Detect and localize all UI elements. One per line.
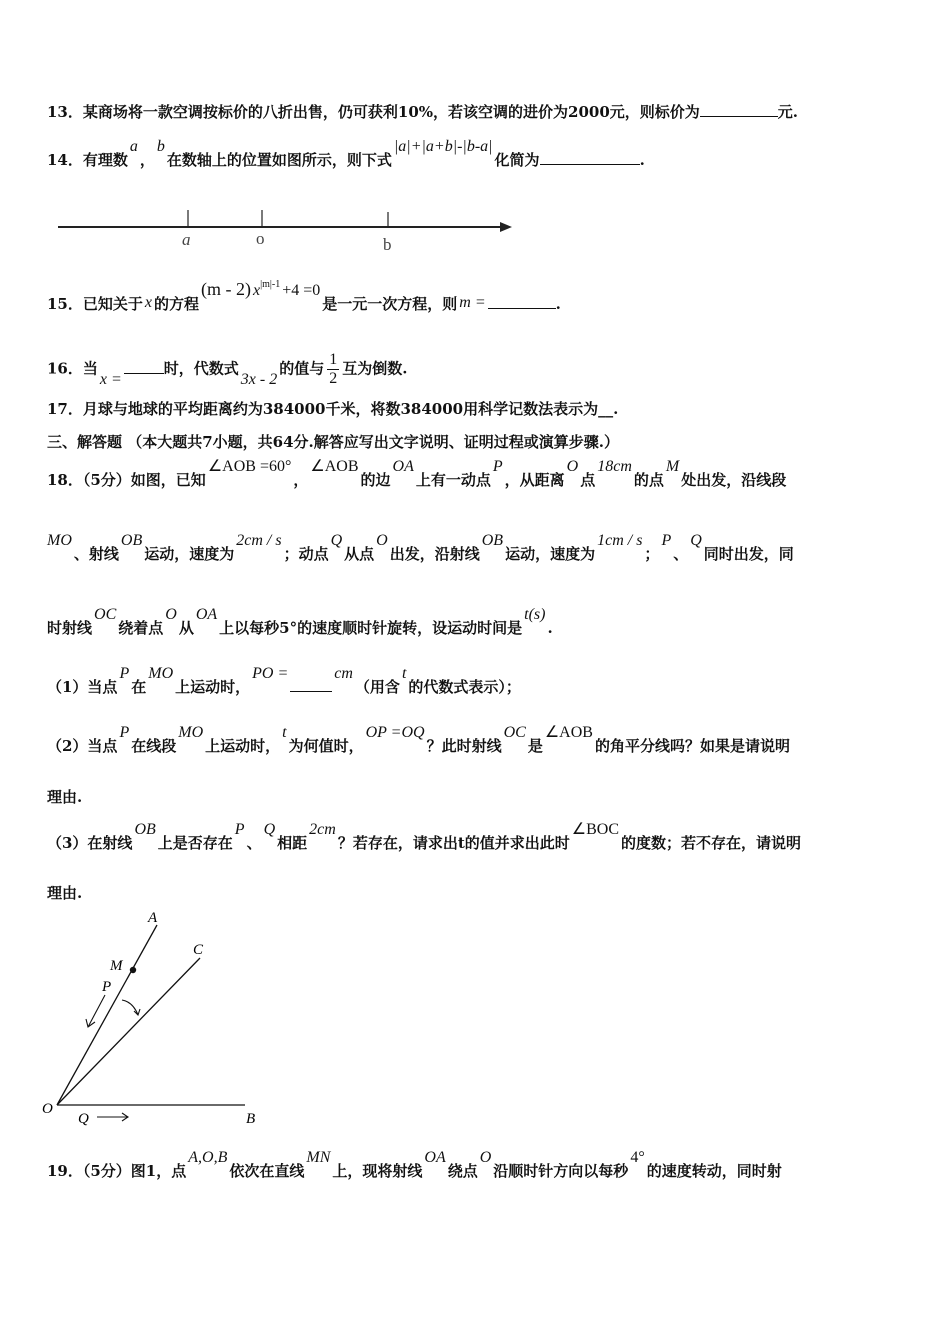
q18-text: 的点 <box>633 471 664 489</box>
answer-blank <box>540 150 640 165</box>
point-p: P <box>661 532 672 549</box>
q19-text: 上，现将射线 <box>332 1162 423 1180</box>
question-18-part-2-end <box>47 787 82 807</box>
point-o: O <box>165 606 177 623</box>
label-b: B <box>246 1111 256 1127</box>
speed-2cm-s: 2cm / s <box>236 532 282 549</box>
ray-oc: OC <box>94 606 117 623</box>
var-x: x = <box>99 370 122 388</box>
q13-tail: 元. <box>777 103 798 121</box>
question-17 <box>47 399 618 419</box>
segment-mo: MO <box>148 665 174 682</box>
q18-text: （1）当点 <box>47 678 118 696</box>
question-19 <box>47 1149 782 1182</box>
q18-text: 的角平分线吗？如果是请说明 <box>594 737 790 755</box>
q18-text: 从 <box>178 619 194 637</box>
var-t: t <box>282 724 287 741</box>
q16-number: 16．当 <box>47 359 98 378</box>
ray-ob: OB <box>134 821 156 838</box>
question-15 <box>47 279 561 317</box>
q18-text: ？若存在，请求出t的值并求出此时 <box>337 834 570 852</box>
distance-18cm: 18cm <box>597 458 632 475</box>
q18-text: 的代数式表示）； <box>408 678 521 696</box>
q19-text: 绕点 <box>447 1162 478 1180</box>
q19-text: 沿顺时针方向以每秒 <box>493 1162 629 1180</box>
answer-blank <box>700 102 778 117</box>
segment-mo: MO <box>47 532 72 549</box>
ray-oc: OC <box>503 724 526 741</box>
q18-text: 、 <box>673 545 689 563</box>
number-line-figure <box>50 200 520 260</box>
equation-factor: (m - 2) <box>201 279 251 299</box>
q19-text: 依次在直线 <box>229 1162 305 1180</box>
question-13 <box>47 102 798 122</box>
comma: ， <box>139 151 155 169</box>
abs-expression: |a|+|a+b|-|b-a| <box>393 138 493 155</box>
angle-aob: ∠AOB <box>544 724 593 741</box>
point-q: Q <box>690 532 702 549</box>
question-18-line-3 <box>47 606 553 639</box>
point-q: Q <box>263 821 276 838</box>
point-p: P <box>234 821 245 838</box>
equation-x: x <box>252 282 261 299</box>
var-x: x <box>144 294 152 311</box>
point-p: P <box>119 665 130 682</box>
q18-text: 处出发，沿线段 <box>681 471 787 489</box>
question-18-part-3 <box>47 821 802 854</box>
label-p: P <box>102 979 112 995</box>
label-c: C <box>193 942 204 958</box>
ray-oa: OA <box>424 1149 446 1166</box>
q17-text: 17．月球与地球的平均距离约为384000千米，将数384000用科学记数法表示为__. <box>47 400 619 418</box>
q18-text: 的边 <box>360 471 391 489</box>
unit-cm: cm <box>334 665 353 682</box>
q18-text: 点 <box>580 471 596 489</box>
q18-text: 同时出发，同 <box>703 545 794 563</box>
answer-blank <box>124 359 164 374</box>
comma: ， <box>293 471 309 489</box>
question-14 <box>47 138 645 171</box>
var-b: b <box>156 138 165 155</box>
po-equals: PO = <box>252 665 289 682</box>
axis-label-b: b <box>383 235 392 254</box>
period: . <box>547 619 553 637</box>
label-q: Q <box>78 1111 89 1127</box>
angle-figure <box>40 905 280 1135</box>
q18-text: （2）当点 <box>47 737 118 755</box>
equation-rhs: +4 =0 <box>282 282 321 299</box>
label-o: O <box>42 1101 53 1117</box>
question-18-part-1 <box>47 665 521 698</box>
period: . <box>639 151 645 169</box>
point-o: O <box>376 532 388 549</box>
point-o: O <box>479 1149 492 1166</box>
question-18-part-2 <box>47 724 790 757</box>
q16-mid: 时，代数式 <box>163 359 239 378</box>
axis-label-o: o <box>256 229 265 248</box>
q18-text: 18．（5分）如图，已知 <box>47 471 206 489</box>
q18-text: 是 <box>527 737 543 755</box>
q19-text: 19．（5分）图1，点 <box>47 1162 187 1180</box>
q14-tail: 化简为 <box>494 151 540 169</box>
ray-oa: OA <box>195 606 218 623</box>
q18-text: （3）在射线 <box>47 834 133 852</box>
q16-tail: 互为倒数. <box>342 359 408 378</box>
q18-text: 的度数；若不存在，请说明 <box>621 834 802 852</box>
question-18-part-3-end <box>47 883 82 903</box>
answer-blank <box>290 677 332 692</box>
question-18-line-2 <box>47 532 794 565</box>
q18-text: 运动，速度为 <box>144 545 235 563</box>
answer-blank <box>488 294 556 309</box>
ray-ob: OB <box>481 532 504 549</box>
q14-mid: 在数轴上的位置如图所示，则下式 <box>166 151 392 169</box>
line-mn: MN <box>306 1149 331 1166</box>
question-16 <box>47 351 407 388</box>
q15-number: 15．已知关于 <box>47 295 143 313</box>
q19-text: 的速度转动，同时射 <box>646 1162 782 1180</box>
fraction-denominator: 2 <box>329 370 338 387</box>
q18-text: 在线段 <box>131 737 177 755</box>
point-m: M <box>665 458 680 475</box>
angle-aob: ∠AOB <box>310 458 359 475</box>
angle-boc: ∠BOC <box>571 821 620 838</box>
label-a: A <box>148 910 158 926</box>
distance-2cm: 2cm <box>309 821 336 838</box>
q18-text: ；动点 <box>283 545 329 563</box>
q18-text: 运动，速度为 <box>505 545 596 563</box>
q18-text: 时射线 <box>47 619 93 637</box>
q15-mid: 的方程 <box>153 295 199 313</box>
q16-mid2: 的值与 <box>279 359 325 378</box>
q18-text: 相距 <box>277 834 308 852</box>
angle-aob-60: ∠AOB =60° <box>207 458 292 475</box>
q18-text: 、 <box>246 834 262 852</box>
section-heading <box>47 432 619 452</box>
algebraic-expression: 3x - 2 <box>240 370 278 388</box>
q18-text: 上运动时， <box>205 737 281 755</box>
q18-text: 、射线 <box>73 545 119 563</box>
q18-text: 出发，沿射线 <box>389 545 480 563</box>
q15-tail: 是一元一次方程，则 <box>322 295 458 313</box>
q18-text: ？此时射线 <box>426 737 502 755</box>
axis-label-a: a <box>182 230 191 249</box>
q18-text: ； <box>644 545 660 563</box>
label-m: M <box>110 958 123 974</box>
ray-ob: OB <box>120 532 143 549</box>
segment-mo: MO <box>178 724 204 741</box>
op-equals-oq: OP =OQ <box>365 724 425 741</box>
point-p: P <box>119 724 130 741</box>
question-18-line-1 <box>47 458 787 491</box>
q18-text: 理由. <box>47 788 83 806</box>
period: . <box>555 295 561 313</box>
fraction-one-half <box>327 351 339 388</box>
q18-text: 在 <box>131 678 147 696</box>
section-3-title: 三、解答题 （本大题共7小题，共64分.解答应写出文字说明、证明过程或演算步骤.） <box>47 433 619 451</box>
speed-1cm-s: 1cm / s <box>597 532 643 549</box>
q18-text: ，从距离 <box>504 471 565 489</box>
fraction-numerator: 1 <box>329 351 338 368</box>
q14-number: 14．有理数 <box>47 151 128 169</box>
q18-text: 上运动时， <box>175 678 251 696</box>
var-a: a <box>129 138 138 155</box>
q18-text: （用含 <box>354 678 400 696</box>
var-t: t <box>401 665 407 682</box>
rate-4-degrees: 4° <box>630 1149 645 1166</box>
time-t: t(s) <box>524 606 546 623</box>
q18-text: 从点 <box>344 545 375 563</box>
var-m: m = <box>459 294 486 311</box>
point-o: O <box>566 458 579 475</box>
point-q: Q <box>330 532 343 549</box>
q18-text: 绕着点 <box>118 619 164 637</box>
points-aob: A,O,B <box>188 1149 228 1166</box>
ray-oa: OA <box>392 458 414 475</box>
q18-text: 为何值时， <box>288 737 364 755</box>
q18-text: 理由. <box>47 884 83 902</box>
q13-text: 13．某商场将一款空调按标价的八折出售，仍可获利10%，若该空调的进价为2000元，则标价为 <box>47 103 700 121</box>
q18-text: 上以每秒5°的速度顺时针旋转，设运动时间是 <box>219 619 523 637</box>
point-p: P <box>492 458 503 475</box>
equation-exponent: |m|-1 <box>260 279 281 290</box>
q18-text: 上有一动点 <box>415 471 491 489</box>
q18-text: 上是否存在 <box>157 834 233 852</box>
